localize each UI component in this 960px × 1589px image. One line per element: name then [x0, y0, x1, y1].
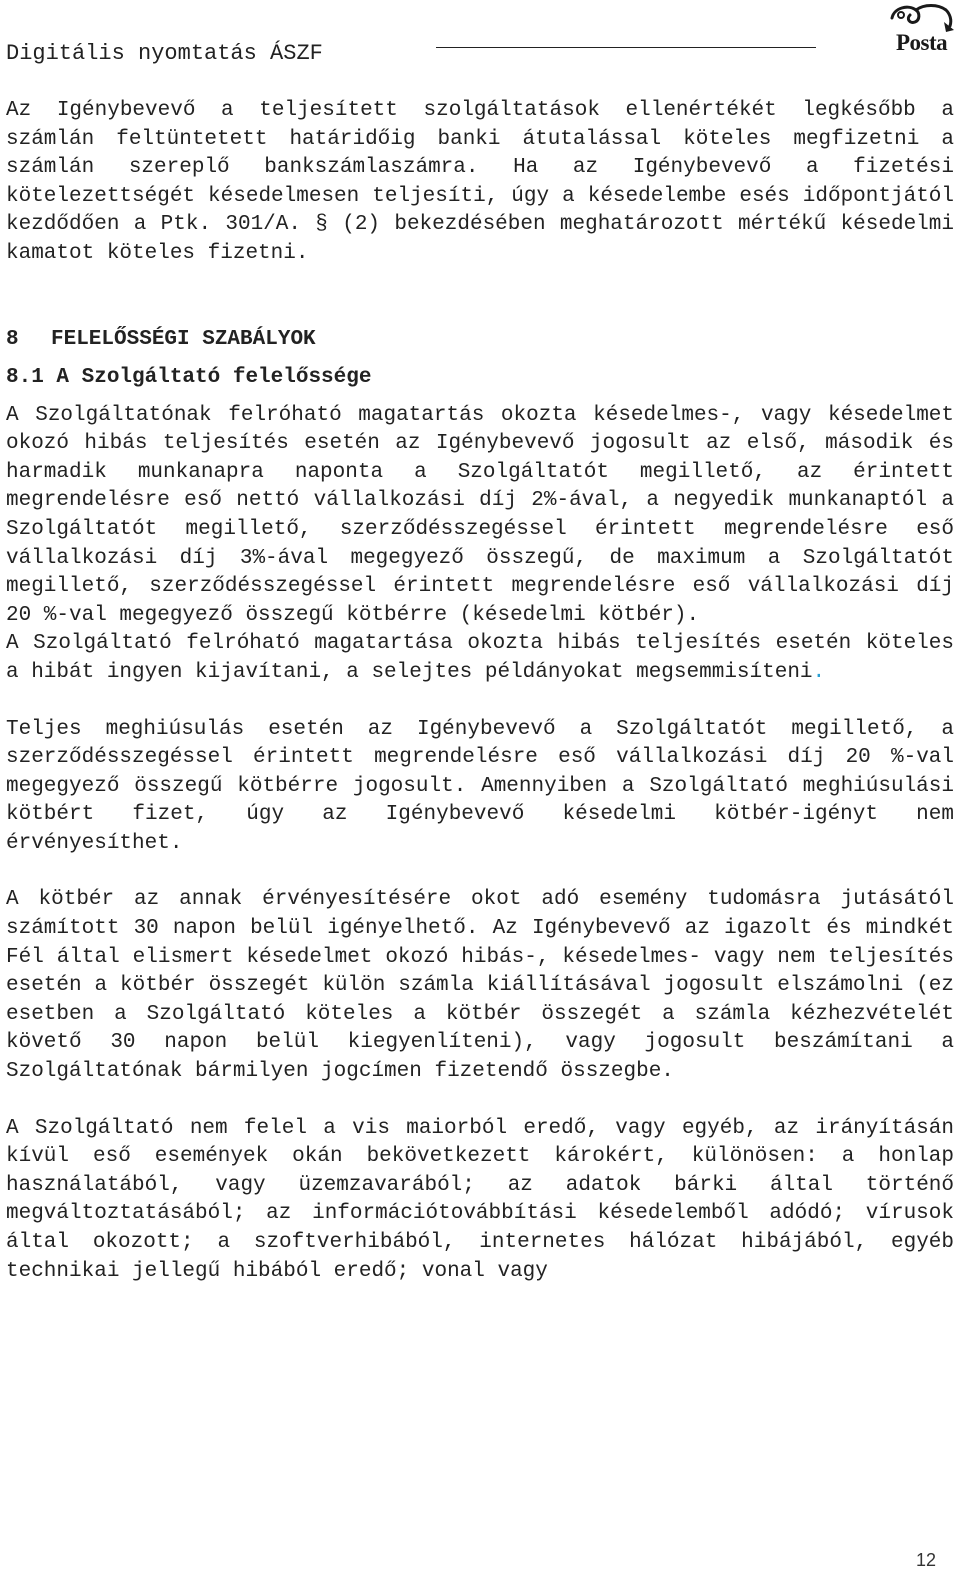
spacer	[6, 269, 954, 326]
document-title: Digitális nyomtatás ÁSZF	[6, 41, 323, 66]
paragraph-defect-repair-end: .	[812, 660, 826, 684]
document-body	[6, 97, 954, 1286]
spacer	[6, 688, 954, 716]
page-header	[0, 0, 960, 80]
section-title: FELELŐSSÉGI SZABÁLYOK	[51, 327, 316, 351]
section-heading	[6, 326, 954, 354]
spacer	[6, 858, 954, 886]
subsection-heading: 8.1 A Szolgáltató felelőssége	[6, 365, 372, 389]
intro-paragraph: Az Igénybevevő a teljesített szolgáltatások ellenértékét legkésőbb a számlán feltüntetett határidőig banki átutalással köteles megfizetni a számlán szereplő bankszámlaszámra. Ha az Igénybevevő a fizetési kötelezettségét késedelmesen teljesíti, úgy a késedelembe esés időpontjától kezdődően a Ptk. 301/A. § (2) bekezdésében meghatározott mértékű késedelmi kamatot köteles fizetni.	[6, 99, 954, 265]
spacer	[6, 354, 954, 364]
paragraph-penalty-claim: A kötbér az annak érvényesítésére okot adó esemény tudomásra jutásától számított 30 napon belül igényelhető. Az Igénybevevő az igazolt és mindkét Fél által elismert késedelmet okozó hibás-, késedelmes- vagy nem teljesítés esetén a kötbér összegét külön számla kiállításával jogosult elszámolni (ez esetben a Szolgáltató köteles a kötbér összegét a számla kézhezvételét követő 30 napon belül kiegyenlíteni), vagy jogosult beszámítani a Szolgáltatónak bármilyen jogcímen fizetendő összegbe.	[6, 888, 954, 1084]
paragraph-defect-repair-text: A Szolgáltató felróható magatartása okozta hibás teljesítés esetén köteles a hibát ingyen kijavítani, a selejtes példányokat megsemmisíteni	[6, 632, 954, 684]
paragraph-delay-penalty: A Szolgáltatónak felróható magatartás okozta késedelmes-, vagy késedelmet okozó hibás teljesítés esetén az Igénybevevő jogosult az első, második és harmadik munkanapra naponta a Szolgáltatót megillető, az érintett megrendelésre eső nettó vállalkozási díj 2%-ával, a negyedik munkanaptól a Szolgáltatót megillető, szerződésszegéssel érintett megrendelésre eső vállalkozási díj 3%-ával megegyező összegű, de maximum a Szolgáltatót megillető, szerződésszegéssel érintett megrendelésre eső vállalkozási díj 20 %-val megegyező összegű kötbérre (késedelmi kötbér).	[6, 403, 954, 627]
spacer	[6, 1087, 954, 1115]
paragraph-defect-repair	[6, 630, 954, 687]
header-rule	[436, 47, 816, 48]
section-number: 8	[6, 327, 19, 351]
posta-logo	[886, 0, 956, 66]
paragraph-force-majeure: A Szolgáltató nem felel a vis maiorból eredő, vagy egyéb, az irányításán kívül eső események okán bekövetkezett károkért, különösen: a honlap használatából, vagy üzemzavarából; az adatok bárki által történő megváltoztatásából; az információtovábbítási késedelemből adódó; vírusok által okozott; a szoftverhibából, internetes hálózat hibájából, egyéb technikai jellegű hibából eredő; vonal vagy	[6, 1116, 954, 1283]
paragraph-failure-penalty: Teljes meghiúsulás esetén az Igénybevevő a Szolgáltatót megillető, a szerződésszegéssel érintett megrendelésre eső vállalkozási díj 20 %-val megegyező összegű kötbérre jogosult. Amennyiben a Szolgáltató meghiúsulási kötbért fizet, úgy az Igénybevevő késedelmi kötbér-igényt nem érvényesíthet.	[6, 717, 954, 855]
posta-logo-text: Posta	[896, 30, 948, 55]
page-number: 12	[916, 1550, 937, 1570]
spacer	[6, 392, 954, 402]
